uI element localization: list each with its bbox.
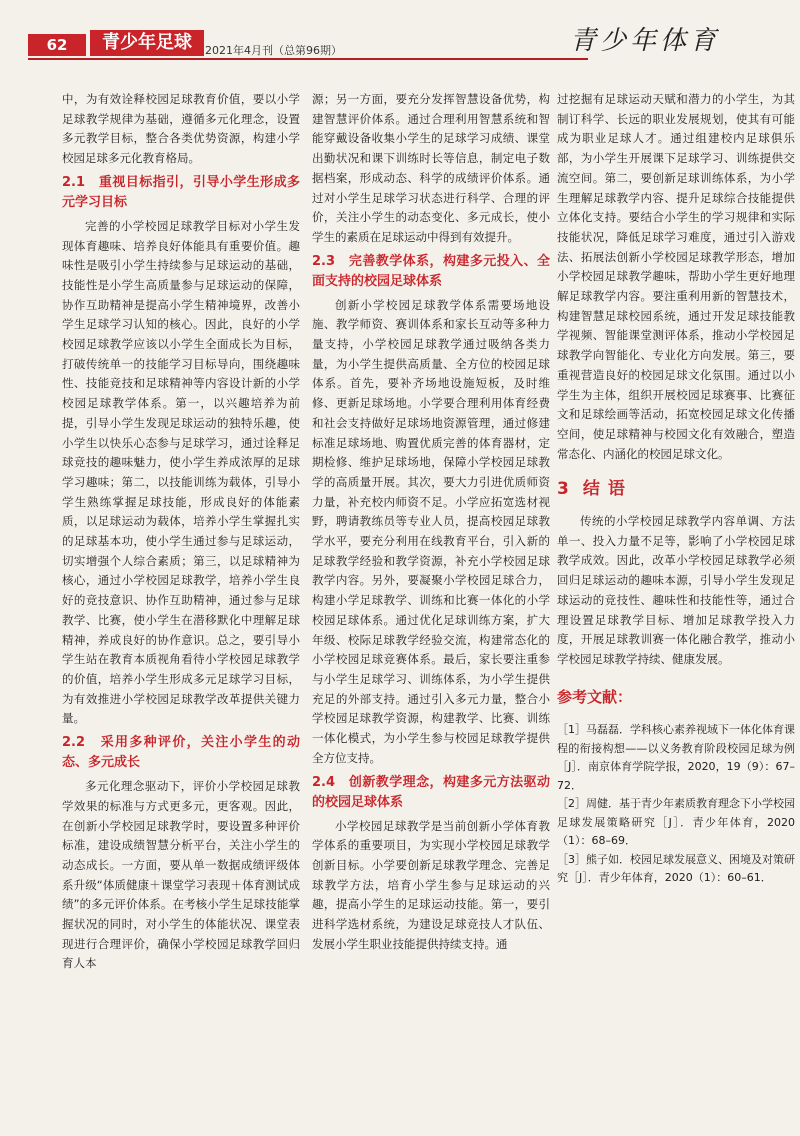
reference-item: ［3］熊子如．校园足球发展意义、困境及对策研究［J］．青少年体育，2020（1）：60–61．	[557, 852, 795, 885]
page-header	[0, 0, 800, 70]
issue-info: 2021年4月刊（总第96期）	[205, 44, 342, 57]
column-3	[557, 90, 795, 1120]
magazine-logo: 青少年体育	[569, 26, 720, 56]
section-heading-2-2: 2.2 采用多种评价，关注小学生的动态、多元成长	[62, 735, 300, 771]
paragraph: 传统的小学校园足球教学内容单调、方法单一、投入力量不足等，影响了小学校园足球教学成效。因此，改革小学校园足球教学必须回归足球运动的趣味本源，引导小学生发现足球运动的竞技性、趣味性和技能性等，通过合理设置足球教学目标、增加足球教学投入力度，开展足球教训赛一体化融合教学，推动小学校园足球教学持续、健康发展。	[557, 514, 795, 666]
section-number: 3	[557, 479, 569, 500]
page-number: 62	[28, 34, 86, 56]
section-title: 结语	[582, 479, 633, 500]
reference-item: ［2］周健．基于青少年素质教育理念下小学校园足球发展策略研究［J］．青少年体育，2020（1）：68–69．	[557, 797, 795, 848]
paragraph: 源；另一方面，要充分发挥智慧设备优势，构建智慧评价体系。通过合理利用智慧系统和智能穿戴设备收集小学生的足球学习成绩、课堂出勤状况和课下训练时长等信息，制定电子数据档案，形成动态、科学的成绩评价体系。通过对小学生足球学习状态进行科学、合理的评价，关注小学生的动态变化、多元成长，使小学生的素质在足球运动中得到有效提升。	[312, 92, 550, 244]
references-heading: 参考文献：	[557, 687, 633, 706]
paragraph: 过挖掘有足球运动天赋和潜力的小学生，为其制订科学、长远的职业发展规划，使其有可能成为职业足球人才。通过组建校内足球俱乐部，为小学生开展课下足球学习、训练提供交流空间。第二，要创新足球训练体系，为小学生理解足球教学内容、提升足球综合技能提供立体化支持。要结合小学生的学习规律和实际技能状况，降低足球学习难度，通过引入游戏法、拓展法创新小学校园足球教学形态，增加小学校园足球教学趣味，帮助小学生更好地理解足球教学内容。要注重利用新的智慧技术，构建智慧足球校园系统，通过开发足球技能教学视频、智能课堂测评体系，推动小学校园足球教学向智能化、专业化方向发展。第三，要重视营造良好的校园足球文化氛围。通过以小学生为主体，组织开展校园足球赛事、比赛征文和足球绘画等活动，拓宽校园足球文化传播空间，使足球精神与校园文化有效融合，塑造常态化、内涵化的校园足球文化。	[557, 92, 795, 461]
paragraph: 创新小学校园足球教学体系需要场地设施、教学师资、赛训体系和家长互动等多种力量支持，小学校园足球教学通过吸纳各类力量，为小学生提供高质量、全方位的校园足球体系。首先，要补齐场地设施短板，及时维修、更新足球场地。小学要合理利用体育经费和社会支持做好足球场地资源管理，通过修建标准足球场地、购置优质完善的体育器材，定期检修、维护足球场地，保障小学校园足球教学的高质量开展。其次，要大力引进优质师资力量，补充校内师资不足。小学应拓宽选材视野，聘请教练员等专业人员，提高校园足球教学水平，要充分利用在线教育平台，引入新的足球教学经验和教学资源，补充小学校园足球教学内容。另外，要凝聚小学校园足球合力，构建小学足球教学、训练和比赛一体化的小学校园足球体系。通过优化足球训练方案，扩大年级、校际足球教学经验交流，构建常态化的小学校园足球竞赛体系。最后，家长要注重参与小学生足球学习、训练体系，为小学生提供充足的外部支持。通过引入多元力量，整合小学校园足球教学资源，构建教学、比赛、训练一体化模式，为小学生参与校园足球教学提供全方位支持。	[312, 297, 550, 765]
column-1	[62, 90, 300, 1120]
paragraph: 中，为有效诠释校园足球教育价值，要以小学足球教学规律为基础，遵循多元化理念，设置多元教学目标，整合各类优势资源，构建小学校园足球多元化教育格局。	[62, 92, 300, 166]
paragraph: 完善的小学校园足球教学目标对小学生发现体育趣味、培养良好体能具有重要价值。趣味性是吸引小学生持续参与足球运动的基础，技能性是小学生高质量参与足球运动的保障，协作互助精神是提高小学生精神境界，改善小学生足球学习认知的核心。因此，良好的小学校园足球教学应该以小学生全面成长为目标，打破传统单一的技能学习目标导向，围绕趣味性、技能竞技和足球精神等内容设计新的小学校园足球教学体系。第一，以兴趣培养为前提，引导小学生发现足球运动的独特乐趣，使小学生以快乐心态参与足球学习，通过诠释足球竞技的趣味魅力，使小学生养成浓厚的足球学习趣味；第二，以技能训练为载体，引导小学生熟练掌握足球技能，形成良好的体能素质，以足球运动为载体，培养小学生掌握扎实的足球基本功，使小学生通过参与足球运动，切实增强个人综合素质；第三，以足球精神为核心，通过小学校园足球教学，培养小学生良好的竞技意识、协作互助精神，通过参与足球教学、比赛，使小学生在潜移默化中理解足球精神，养成良好的协作意识。总之，要引导小学生站在教育本质视角看待小学校园足球教学的价值，培养小学生形成多元足球学习目标，为有效推进小学校园足球教学改革提供关键力量。	[62, 218, 300, 726]
column-2	[312, 90, 550, 1120]
section-heading-2-3: 2.3 完善教学体系，构建多元投入、全面支持的校园足球体系	[312, 253, 550, 289]
paragraph: 多元化理念驱动下，评价小学校园足球教学效果的标准与方式更多元，更客观。因此，在创新小学校园足球教学时，要设置多种评价标准，建设成绩智慧分析平台，关注小学生的动态成长。一方面，要从单一数据成绩评级体系升级“体质健康＋课堂学习表现＋体育测试成绩”的多元评价体系。在考核小学生足球技能掌握状况的同时，对小学生的体能状况、课堂表现进行合理评价，确保小学校园足球教学回归育人本	[62, 779, 300, 971]
section-heading-2-1: 2.1 重视目标指引，引导小学生形成多元学习目标	[62, 174, 300, 210]
section-heading-3	[557, 480, 795, 500]
magazine-title: 青少年足球	[90, 30, 204, 56]
reference-item: ［1］马磊磊．学科核心素养视域下一体化体育课程的衔接构想——以义务教育阶段校园足球为例［J］．南京体育学院学报，2020，19（9）：67–72．	[557, 723, 795, 792]
section-heading-2-4: 2.4 创新教学理念，构建多元方法驱动的校园足球体系	[312, 774, 550, 810]
paragraph: 小学校园足球教学是当前创新小学体育教学体系的重要项目，为实现小学校园足球教学创新目标。小学要创新足球教学理念、完善足球教学方法，培育小学生参与足球运动的兴趣，提高小学生的足球运动技能。第一，要引进科学选材系统，为建设足球竞技人才队伍、发展小学生职业技能提供持续支持。通	[312, 818, 550, 951]
